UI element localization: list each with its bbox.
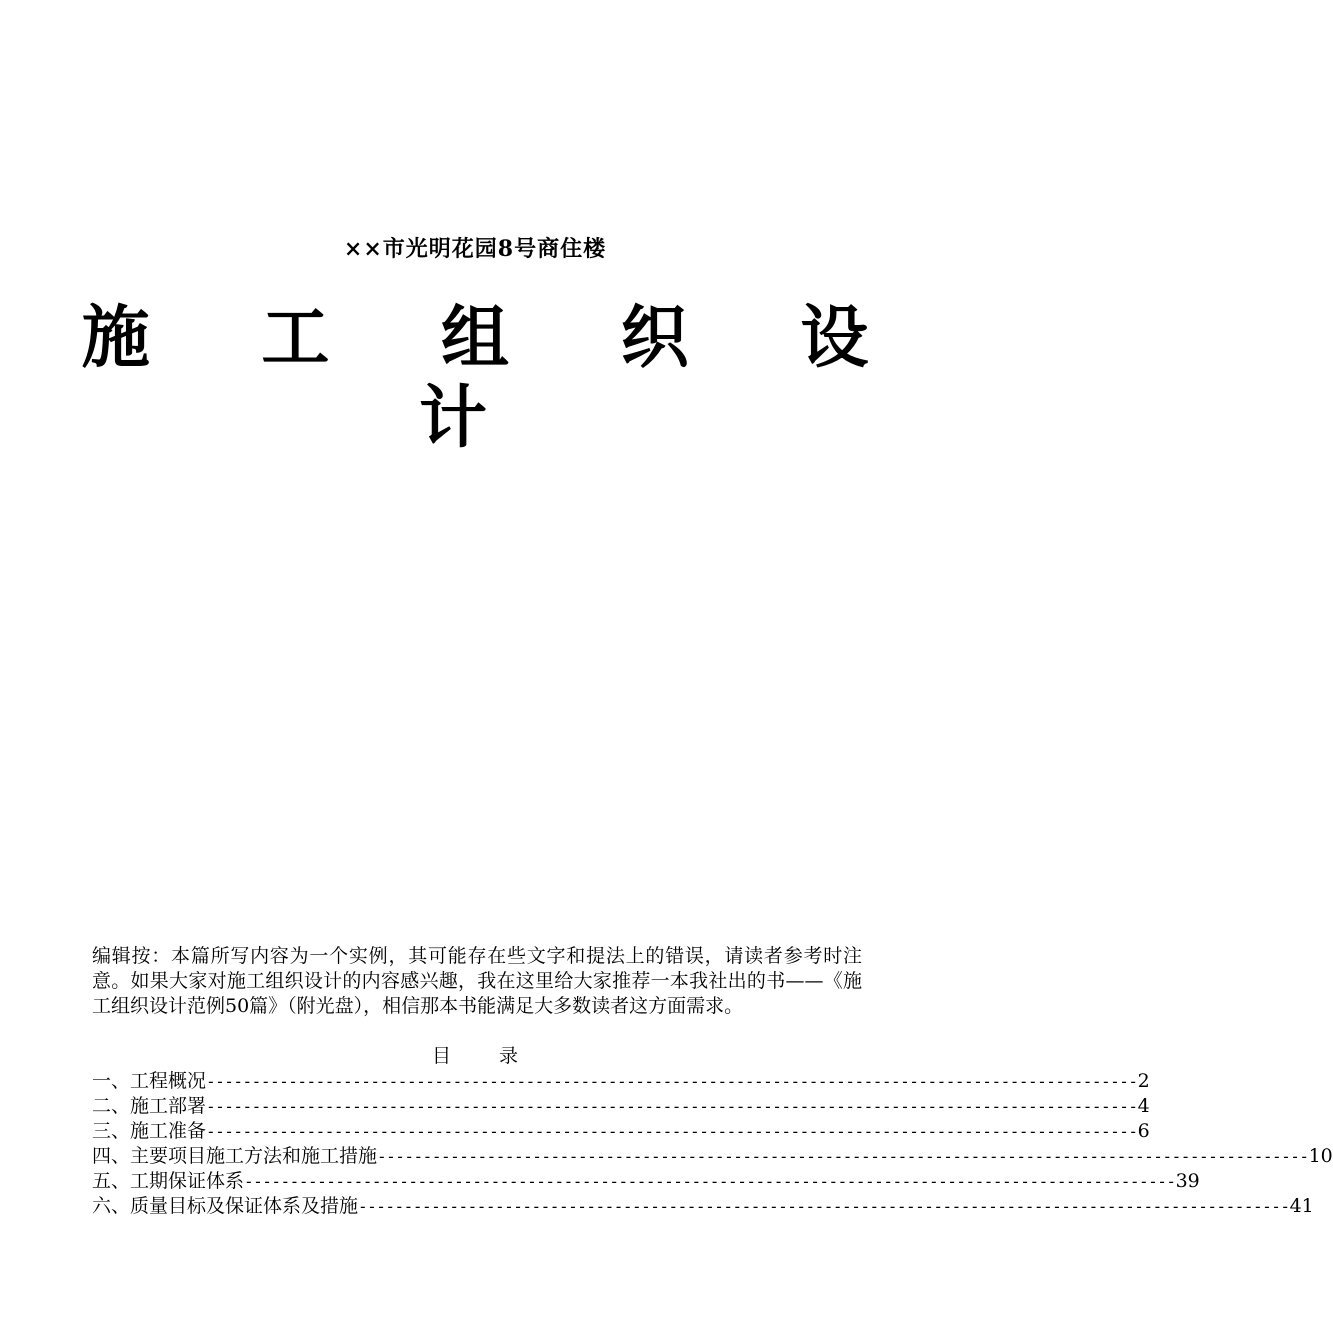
- toc-item-label: 四、主要项目施工方法和施工措施: [92, 1145, 378, 1167]
- toc-item-label: 三、施工准备: [92, 1120, 207, 1142]
- toc-item-label: 一、工程概况: [92, 1070, 207, 1092]
- toc-leader: ------------------------------------------------------------------------------------------------------: [244, 1172, 1176, 1191]
- toc-item-label: 五、工期保证体系: [92, 1170, 245, 1192]
- toc-item-label: 六、质量目标及保证体系及措施: [92, 1195, 359, 1217]
- toc-item[interactable]: [92, 1144, 1333, 1169]
- document-subtitle: ××市光明花园8号商住楼: [343, 236, 607, 262]
- toc-item-page: 41: [1289, 1195, 1314, 1217]
- toc-heading: [0, 1044, 950, 1069]
- toc-item-page: 2: [1137, 1070, 1150, 1092]
- toc-item-page: 4: [1137, 1095, 1150, 1117]
- toc-leader: ------------------------------------------------------------------------------------------------------: [206, 1097, 1138, 1116]
- editor-note: 编辑按：本篇所写内容为一个实例，其可能存在些文字和提法上的错误，请读者参考时注意。如果大家对施工组织设计的内容感兴趣，我在这里给大家推荐一本我社出的书——《施工组织设计范例50篇》（附光盘），相信那本书能满足大多数读者这方面需求。: [92, 945, 862, 1017]
- toc-item[interactable]: [92, 1169, 1200, 1194]
- toc-item-page: 39: [1175, 1170, 1200, 1192]
- toc-item[interactable]: [92, 1094, 1150, 1119]
- toc-leader: ------------------------------------------------------------------------------------------------------: [358, 1197, 1290, 1216]
- toc-leader: ------------------------------------------------------------------------------------------------------: [377, 1147, 1309, 1166]
- toc-leader: ------------------------------------------------------------------------------------------------------: [206, 1072, 1138, 1091]
- toc-leader: ------------------------------------------------------------------------------------------------------: [206, 1122, 1138, 1141]
- table-of-contents: [92, 1069, 1333, 1219]
- toc-item-page: 10: [1308, 1145, 1333, 1167]
- toc-heading-left: 目: [431, 1045, 451, 1067]
- toc-heading-right: 录: [499, 1045, 519, 1067]
- toc-item-page: 6: [1137, 1120, 1150, 1142]
- toc-item[interactable]: [92, 1119, 1150, 1144]
- toc-item-label: 二、施工部署: [92, 1095, 207, 1117]
- toc-item[interactable]: [92, 1069, 1150, 1094]
- document-title: 施 工 组 织 设 计: [81, 298, 913, 458]
- toc-item[interactable]: [92, 1194, 1314, 1219]
